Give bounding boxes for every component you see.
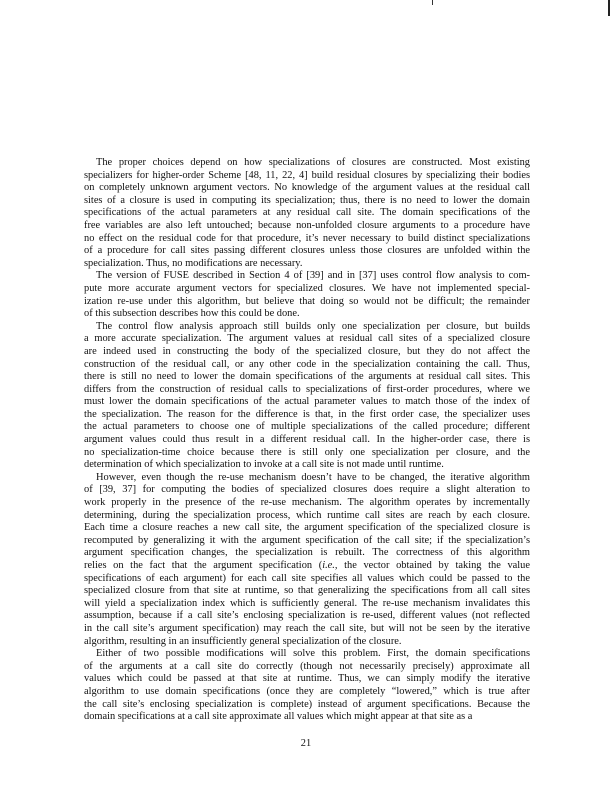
text-line-content: construction of the residual call, or any other code in the specialization containing the call. Thus, <box>84 358 530 370</box>
text-line <box>84 535 530 548</box>
text-line <box>84 421 530 434</box>
text-line-content: algorithm to use domain specifications (once they are completely “lowered,” which is true after <box>84 685 530 697</box>
text-line-content: of [39, 37] for computing the bodies of specialized closures does require a slight alteration to <box>84 484 530 496</box>
text-line <box>84 359 530 372</box>
text-line-content: However, even though the re-use mechanism doesn’t have to be changed, the iterative algorithm <box>96 471 530 483</box>
text-line-content: the actual parameters to choose one of multiple specializations of the called procedure; different <box>84 421 530 433</box>
text-line <box>84 472 530 485</box>
text-line-content: free variables are also left untouched; because non-unfolded closure arguments to a procedure have <box>84 219 530 231</box>
italic-text: i.e., <box>322 560 338 571</box>
text-line <box>84 699 530 712</box>
text-line <box>84 409 530 422</box>
body-text <box>84 157 530 724</box>
text-line-content: ization re-use under this algorithm, but believe that doing so would not be difficult; the remainder <box>84 295 530 307</box>
text-line <box>84 321 530 334</box>
text-line-content: will yield a specialization index which is sufficiently general. The re-use mechanism invalidates this <box>84 597 530 609</box>
text-line-content: determining, during the specialization process, which runtime call sites are reach by each closure. <box>84 509 530 521</box>
text-line-content: no specialization-time choice because there is still only one specialization per closure, and the <box>84 446 530 458</box>
text-span: the vector obtained by taking the value <box>337 560 530 571</box>
text-line <box>84 610 530 623</box>
text-line <box>84 623 530 636</box>
text-line-content: pute more accurate argument vectors for specialized closures. We have not implemented special- <box>84 282 530 294</box>
text-line-content <box>84 560 530 573</box>
text-line-content: assumption, because if a call site’s enclosing specialization is re-used, different values (not reflected <box>84 610 530 622</box>
scan-mark <box>432 0 433 5</box>
text-line-content: sites of a closure is used in computing its specialization; thus, there is no need to lower the domain <box>84 194 530 206</box>
paragraph <box>84 648 530 724</box>
text-line <box>84 195 530 208</box>
text-line <box>84 547 530 560</box>
text-line <box>84 447 530 460</box>
text-line-content: the specialization. The reason for the difference is that, in the first order case, the specializer uses <box>84 408 530 420</box>
text-line-content: specifications of each argument) for each call site specifies all values which could be passed to the <box>84 572 530 584</box>
paragraph <box>84 157 530 270</box>
text-line-content: specifications of the actual parameters at any residual call site. The domain specifications of the <box>84 207 530 219</box>
text-line <box>84 308 530 321</box>
text-line <box>84 673 530 686</box>
text-line <box>84 396 530 409</box>
page-number: 21 <box>300 738 312 749</box>
text-line-content: specialization. Thus, no modifications are necessary. <box>84 257 303 269</box>
paragraph <box>84 472 530 648</box>
text-span: relies on the fact that the argument specification ( <box>84 560 323 571</box>
text-line <box>84 346 530 359</box>
text-line <box>84 384 530 397</box>
scan-edge-mark <box>608 0 610 16</box>
text-line-content: of the arguments at a call site do correctly (though not necessarily precisely) approximate all <box>84 660 530 672</box>
text-line-content: argument specification changes, the specialization is rebuilt. The correctness of this algorithm <box>84 547 530 559</box>
paragraph <box>84 321 530 472</box>
text-line <box>84 170 530 183</box>
text-line-content: differs from the construction of residual calls to specializations of first-order procedures, where we <box>84 383 530 395</box>
text-line <box>84 522 530 535</box>
text-line <box>84 459 530 472</box>
text-line-content: values which could be passed at that site at runtime. Thus, we can simply modify the iterative <box>84 673 530 685</box>
text-line-content: recomputed by generalizing it with the argument specification of the call site; if the specialization’s <box>84 534 530 546</box>
text-line-content: argument values could thus result in a different residual call. In the higher-order case, there is <box>84 434 530 446</box>
text-line-content: no effect on the residual code for that procedure, it’s never necessary to build distinct specializations <box>84 232 530 244</box>
text-line-content: must lower the domain specifications of the actual parameter values to match those of the index of <box>84 396 530 408</box>
text-line-content: specialized closure from that site at runtime, so that generalizing the specifications from all call sites <box>84 585 530 597</box>
text-line <box>84 333 530 346</box>
text-line-content: The version of FUSE described in Section 4 of [39] and in [37] uses control flow analysis to com- <box>96 270 530 282</box>
text-line-content: in the call site’s argument specification) may reach the call site, but will not be seen by the iterative <box>84 622 530 634</box>
text-line <box>84 296 530 309</box>
text-line <box>84 648 530 661</box>
text-line-content: are indeed used in constructing the body of the specialized closure, but they do not affect the <box>84 345 530 357</box>
text-line <box>84 371 530 384</box>
text-line-content: of this subsection describes how this could be done. <box>84 308 300 320</box>
text-line <box>84 598 530 611</box>
text-line-content: a more accurate specialization. The argument values at residual call sites of a specialized closure <box>84 333 530 345</box>
text-line <box>84 434 530 447</box>
text-line <box>84 661 530 674</box>
text-line <box>84 245 530 258</box>
text-line <box>84 233 530 246</box>
text-line <box>84 283 530 296</box>
text-line-content: there is still no need to lower the domain specifications of the arguments at residual call sites. This <box>84 371 530 383</box>
text-line <box>84 157 530 170</box>
text-line <box>84 182 530 195</box>
text-line <box>84 497 530 510</box>
text-line-content: on completely unknown argument vectors. No knowledge of the argument values at the residual call <box>84 182 530 194</box>
text-line-content: the call site’s enclosing specialization is complete) instead of argument specifications. Because the <box>84 698 530 710</box>
text-line-content: determination of which specialization to invoke at a call site is not made until runtime. <box>84 459 444 471</box>
text-line <box>84 258 530 271</box>
text-line-content: work properly in the presence of the re-use mechanism. The algorithm operates by incrementally <box>84 497 530 509</box>
text-line <box>84 220 530 233</box>
text-line-content: The control flow analysis approach still builds only one specialization per closure, but builds <box>96 320 530 332</box>
text-line-content: domain specifications at a call site approximate all values which might appear at that site as a <box>84 711 473 723</box>
text-line-content: algorithm, resulting in an insufficiently general specialization of the closure. <box>84 635 402 647</box>
text-line <box>84 510 530 523</box>
text-line <box>84 573 530 586</box>
text-line <box>84 560 530 573</box>
text-line <box>84 484 530 497</box>
text-line-content: specializers for higher-order Scheme [48, 11, 22, 4] build residual closures by specializing their bodies <box>84 169 530 181</box>
text-line-content: The proper choices depend on how specializations of closures are constructed. Most existing <box>96 157 530 168</box>
text-line-content: of a procedure for call sites passing different closures unless those closures are unfolded within the <box>84 245 530 257</box>
text-line-content: Either of two possible modifications will solve this problem. First, the domain specifications <box>96 648 530 660</box>
text-line-content: Each time a closure reaches a new call site, the argument specification of the specialized closure is <box>84 522 530 534</box>
text-line <box>84 585 530 598</box>
text-line <box>84 636 530 649</box>
paragraph <box>84 270 530 320</box>
text-line <box>84 711 530 724</box>
text-line <box>84 207 530 220</box>
text-line <box>84 270 530 283</box>
text-line <box>84 686 530 699</box>
